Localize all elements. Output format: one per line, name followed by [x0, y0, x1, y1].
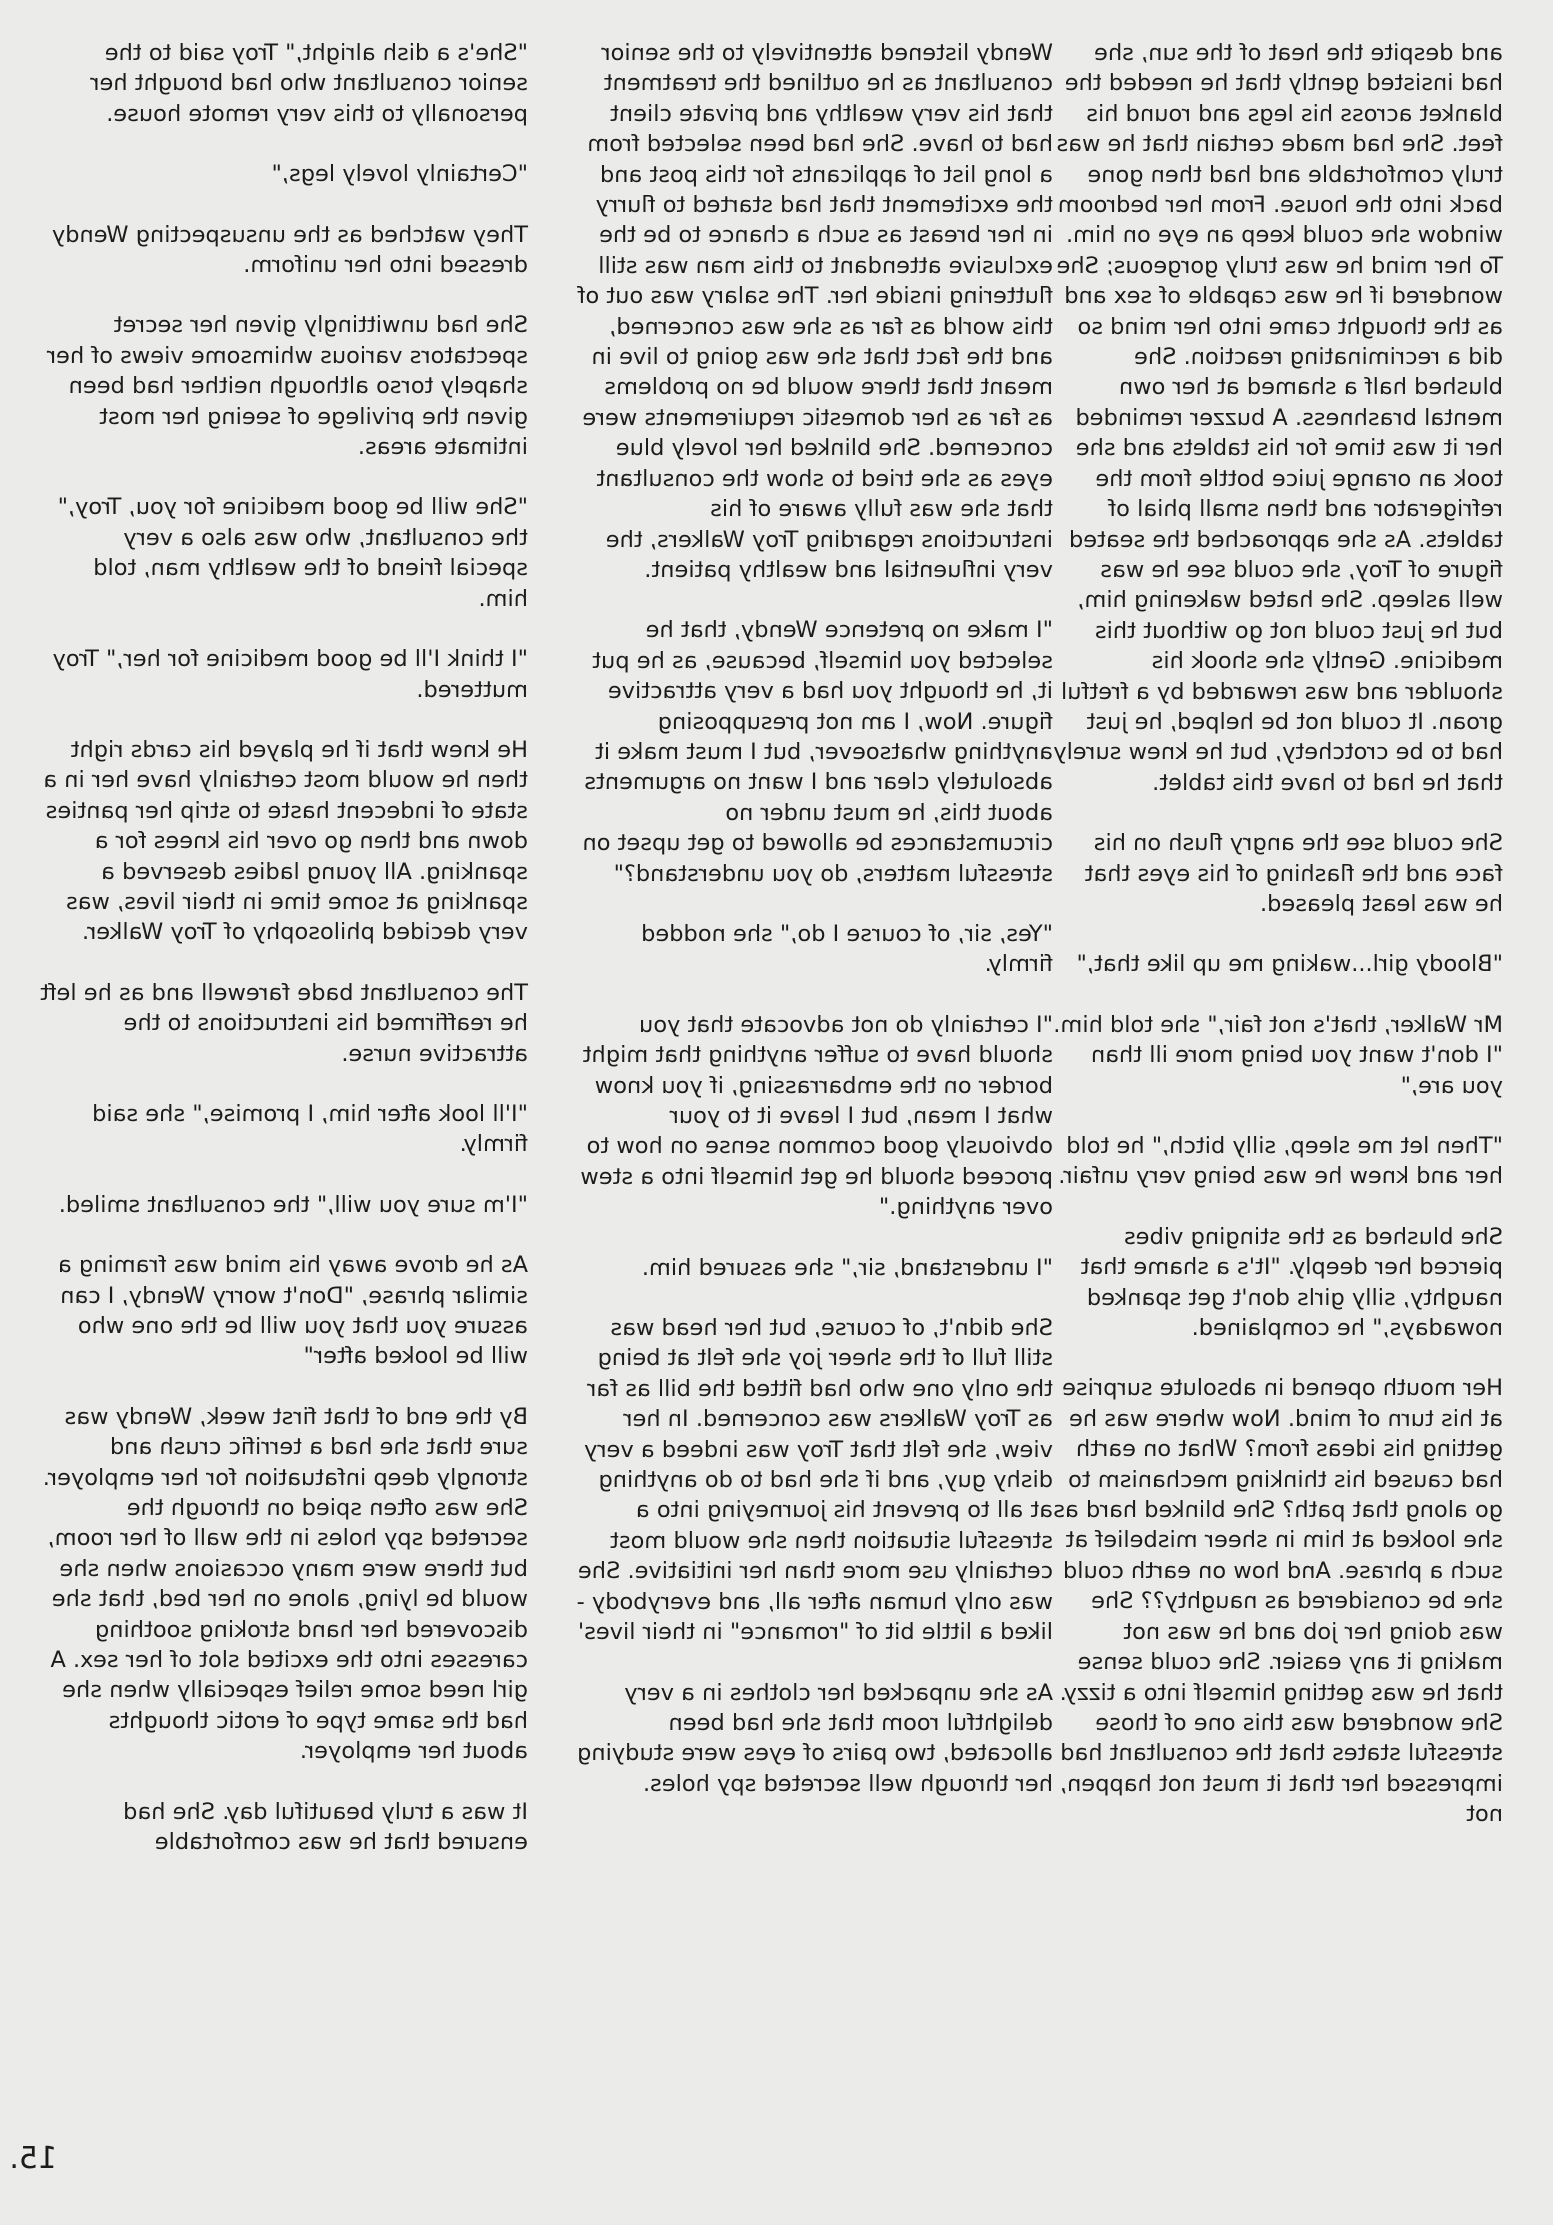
- paragraph: and despite the heat of the sun, she had insisted gently that he needed the blanket across his legs and round his feet. She had made certain that he was truly comfortable and had then gone back into the house. From her bedroom window she could keep an eye on him. To her mind he was truly gorgeous; She wondered if he was capable of sex and as the thought came into her mind so did a recriminating reaction. She blushed half a shamed at her own mental brashness. A buzzer reminded her it was time for his tablets and she took an orange juice bottle from the refrigerator and then small phial of tablets. As she approached the seated figure of Troy, she could see he was well asleep. She hated wakening him, but he just could not go without this medicine. Gently she shook his shoulder and was rewarded by a fretful groan. It could not be helped, he just had to be crotchety, but he knew surely that he had to have this tablet.: [1053, 40, 1503, 796]
- paragraph: "Then let me sleep, silly bitch," he told her and knew he was being very unfair.: [1058, 1133, 1503, 1190]
- paragraph: The consultant bade farewell and as he left he reaffirmed his instructions to the attractive nurse.: [40, 979, 528, 1067]
- paragraph: Wendy listened attentively to the senior consultant as he outlined the treatment that his very wealthy and private client had to have. She had been selected from a long list of applicants for this post and the excitement that had started to flurry in her breast as such a chance to be the exclusive attendant to this man was still fluttering inside her. The salary was out of this world as far as she was concerned, and the fact that she was going to live in meant that there would be no problems as far as her domestic requirements were concerned. She blinked her lovely blue eyes as she tried to show the consultant that she was fully aware of his instructions regarding Troy Walkers, the very influential and wealthy patient.: [577, 40, 1053, 583]
- paragraph: She blushed as the stinging vibes pierced her deeply. "It's a shame that naughty, silly girls don't get spanked nowadays," he complained.: [1080, 1223, 1503, 1342]
- paragraph: He knew that if he played his cards right then he would most certainly have her in a state of indecent haste to strip her panties down and then go over his knees for a spanking. All young ladies deserved a spanking at some time in their lives, was very decided philosophy of Troy Walker.: [43, 736, 528, 946]
- paragraph: "I certainly do not advocate that you should have to suffer anything that might border on the embarrassing, if you know what I mean, but I leave it to your obviously good common sense on how to proceed should he get himself into a stew over anything.": [580, 1011, 1053, 1221]
- paragraph: "She will be good medicine for you, Troy," the consultant, who was also a very special friend of the wealthy man, told him.: [57, 494, 528, 612]
- text-column-1: [573, 38, 1053, 1799]
- paragraph: As he drove away his mind was framing a similar phrase, "Don't worry Wendy, I can assure you that you will be the one who will be looked after": [57, 1252, 528, 1370]
- paragraph: "I'm sure you will," the consultant smiled.: [58, 1191, 528, 1218]
- paragraph: They watched as the unsuspecting Wendy dressed into her uniform.: [51, 221, 528, 279]
- paragraph: By the end of that first week, Wendy was sure that she had a terrific crush and strongly deep infatuation for her employer. She was often spied on through the secreted spy holes in the wall of her room, but there were many occasions when she would be lying, alone on her bed, that she discovered her hand stroking soothing caresses into the excited slot of her sex. A girl need some relief especially when she had the same type of erotic thoughts about her employer.: [42, 1403, 528, 1765]
- text-column-2: [38, 38, 528, 1858]
- paragraph: "I think I'll be good medicine for her," Troy muttered.: [52, 646, 528, 703]
- paragraph: "Certainly lovely legs,": [271, 161, 528, 188]
- paragraph: "I make no pretence Wendy, that he selected you himself, because, as he put it, he thought you had a very attractive figure. Now, I am not presupposing anything whatsoever, but I must make it absolutely clear and I want no arguments about this, he must under no circumstances be allowed to get upset on stressful matters, do you understand?": [582, 617, 1053, 887]
- paragraph: It was a truly beautiful day. She had ensured that he was comfortable: [123, 1798, 528, 1856]
- paragraph: Her mouth opened in absolute surprise at his turn of mind. Now where was he getting his ideas from? What on earth had caused his thinking mechanism to go along that path? She blinked hard as she looked at him in sheer misbelief at such a phrase. And how on earth could she be considered as naughty?? She was doing her job and he was not making it any easier. She could sense that he was getting himself into a tizzy. She wondered was this one of those stressful states that the consultant had impressed her that it must not happen, not: [1053, 1375, 1503, 1828]
- page-number: 15.: [9, 2141, 57, 2176]
- paragraph: As she unpacked her clothes in a very delightful room that she had been allocated, two pairs of eyes were studying her through well secreted spy holes.: [577, 1679, 1053, 1797]
- paragraph: She had unwittingly given her secret spectators various whimsome views of her shapely torso although neither had been given the privilege of seeing her most intimate areas.: [46, 312, 528, 461]
- paragraph: "Bloody girl...waking me up like that,": [1076, 951, 1503, 978]
- paragraph: "Yes, sir, of course I do," she nodded firmly.: [641, 920, 1053, 978]
- paragraph: "I'll look after him, I promise," she said firmly.: [92, 1100, 528, 1158]
- text-column-3: [1053, 38, 1503, 1830]
- paragraph: Mr Walker, that's not fair," she told him. "I don't want you being more ill than you are,": [1053, 1011, 1503, 1099]
- paragraph: "I understand, sir," she assured him.: [641, 1254, 1053, 1281]
- paragraph: She could see the angry flush on his face and the flashing of his eyes that he was least pleased.: [1084, 830, 1503, 917]
- paragraph: "She's a dish alright," Troy said to the senior consultant who had brought her personally to this very remote house.: [90, 40, 528, 127]
- paragraph: She didn't, of course, but her head was still full of the sheer joy she felt at being the only one who had fitted the bill as far as Troy Walkers was concerned. In her view, she felt that Troy was indeed a very dishy guy, and if she had to do anything at all to prevent his journeying into a stressful situation then she would most certainly use more than her initiative. She was only human after all, and everybody - liked a little bit of "romance" in their lives': [576, 1315, 1053, 1646]
